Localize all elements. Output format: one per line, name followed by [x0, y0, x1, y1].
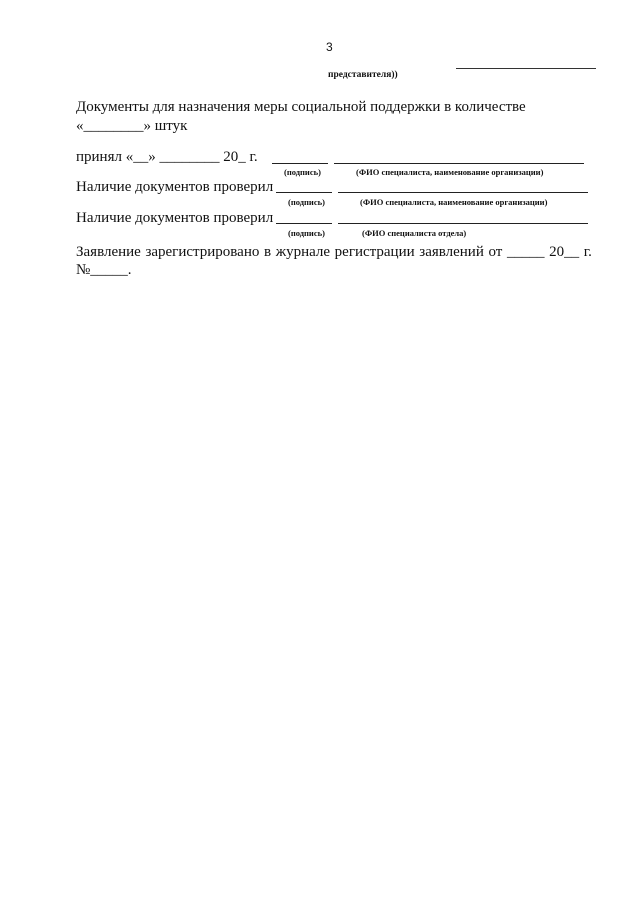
checked-2-signature-line: [276, 223, 332, 224]
representative-caption: представителя)): [328, 70, 398, 80]
checked-1-label: Наличие документов проверил: [76, 179, 274, 195]
registration-word: регистрации: [334, 244, 415, 260]
checked-2-name-caption: (ФИО специалиста отдела): [362, 228, 467, 238]
checked-2-signature-caption: (подпись): [288, 228, 325, 238]
registration-word: журнале: [275, 244, 331, 260]
registration-word: г.: [583, 244, 592, 260]
checked-1-name-line: [338, 192, 588, 193]
checked-1-name-caption: (ФИО специалиста, наименование организации): [360, 197, 548, 207]
checked-1-signature-line: [276, 192, 332, 193]
accepted-date-label: принял «__» ________ 20_ г.: [76, 149, 258, 165]
representative-signature-line: [456, 68, 596, 69]
checked-2-name-line: [338, 223, 588, 224]
registration-statement: [76, 244, 592, 261]
documents-statement: Документы для назначения меры социальной поддержки в количестве: [76, 99, 526, 115]
registration-word: заявлений: [419, 244, 484, 260]
accepted-name-caption: (ФИО специалиста, наименование организации): [356, 167, 544, 177]
registration-word: от: [488, 244, 503, 260]
registration-year: 20__: [549, 244, 580, 260]
checked-2-label: Наличие документов проверил: [76, 210, 274, 226]
registration-word: зарегистрировано: [145, 244, 260, 260]
accepted-signature-line: [272, 163, 328, 164]
registration-number: №_____.: [76, 262, 132, 278]
accepted-signature-caption: (подпись): [284, 167, 321, 177]
checked-1-signature-caption: (подпись): [288, 197, 325, 207]
documents-count: «________» штук: [76, 118, 188, 134]
page-number: 3: [326, 40, 333, 54]
accepted-name-line: [334, 163, 584, 164]
registration-date-blank: _____: [506, 244, 545, 260]
registration-word: Заявление: [76, 244, 141, 260]
registration-word: в: [263, 244, 272, 260]
